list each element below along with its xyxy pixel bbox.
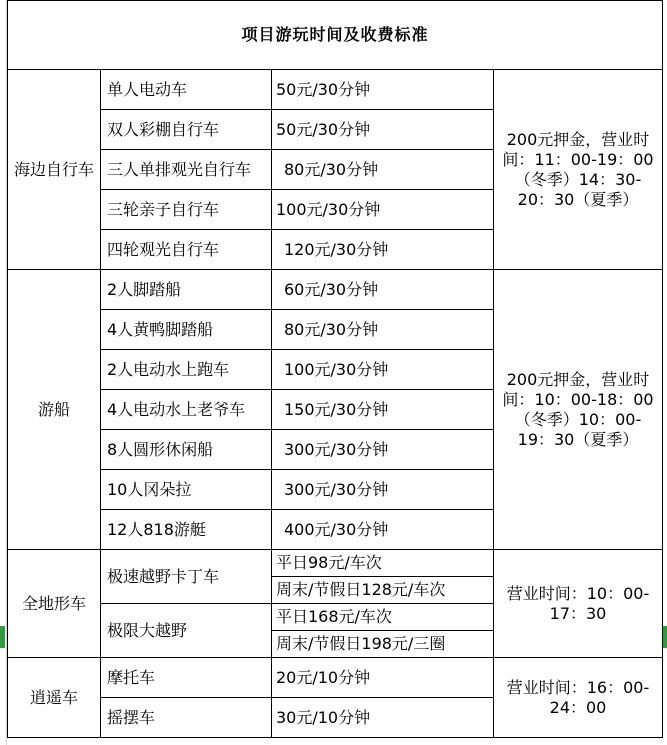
item-name: 4人黄鸭脚踏船 [101, 310, 272, 350]
item-name: 4人电动水上老爷车 [101, 390, 272, 430]
item-name: 2人电动水上跑车 [101, 350, 272, 390]
item-price: 30元/10分钟 [272, 698, 494, 738]
price-table [7, 0, 663, 738]
category-cell: 逍遥车 [8, 658, 101, 738]
item-price: 50元/30分钟 [272, 70, 494, 110]
table-row [8, 550, 663, 577]
hours-note: 200元押金，营业时间：11：00-19：00（冬季）14：30-20：30（夏季） [494, 70, 663, 270]
item-name: 12人818游艇 [101, 510, 272, 550]
category-cell: 海边自行车 [8, 70, 101, 270]
item-price: 80元/30分钟 [272, 150, 494, 190]
item-name: 三轮亲子自行车 [101, 190, 272, 230]
row-marker-left [0, 626, 5, 648]
item-price: 50元/30分钟 [272, 110, 494, 150]
item-name: 摇摆车 [101, 698, 272, 738]
item-name: 2人脚踏船 [101, 270, 272, 310]
item-price: 80元/30分钟 [272, 310, 494, 350]
item-price: 300元/30分钟 [272, 430, 494, 470]
table-row [8, 658, 663, 698]
item-price: 平日168元/车次 [272, 604, 494, 631]
item-name: 三人单排观光自行车 [101, 150, 272, 190]
item-price: 300元/30分钟 [272, 470, 494, 510]
item-price: 120元/30分钟 [272, 230, 494, 270]
table-row [8, 270, 663, 310]
item-price: 周末/节假日128元/车次 [272, 577, 494, 604]
item-price: 400元/30分钟 [272, 510, 494, 550]
item-name: 四轮观光自行车 [101, 230, 272, 270]
item-price: 150元/30分钟 [272, 390, 494, 430]
item-name: 极限大越野 [101, 604, 272, 658]
category-cell: 游船 [8, 270, 101, 550]
item-price: 平日98元/车次 [272, 550, 494, 577]
item-name: 摩托车 [101, 658, 272, 698]
item-name: 10人冈朵拉 [101, 470, 272, 510]
item-price: 100元/30分钟 [272, 350, 494, 390]
item-price: 20元/10分钟 [272, 658, 494, 698]
hours-note: 营业时间：10：00-17：30 [494, 550, 663, 658]
item-price: 周末/节假日198元/三圈 [272, 631, 494, 658]
item-name: 8人圆形休闲船 [101, 430, 272, 470]
table-title: 项目游玩时间及收费标准 [8, 1, 663, 70]
hours-note: 营业时间：16：00-24：00 [494, 658, 663, 738]
item-name: 单人电动车 [101, 70, 272, 110]
item-price: 60元/30分钟 [272, 270, 494, 310]
item-price: 100元/30分钟 [272, 190, 494, 230]
hours-note: 200元押金，营业时间：10：00-18：00（冬季）10：00-19：30（夏季） [494, 270, 663, 550]
item-name: 极速越野卡丁车 [101, 550, 272, 604]
category-cell: 全地形车 [8, 550, 101, 658]
table-row [8, 70, 663, 110]
item-name: 双人彩棚自行车 [101, 110, 272, 150]
